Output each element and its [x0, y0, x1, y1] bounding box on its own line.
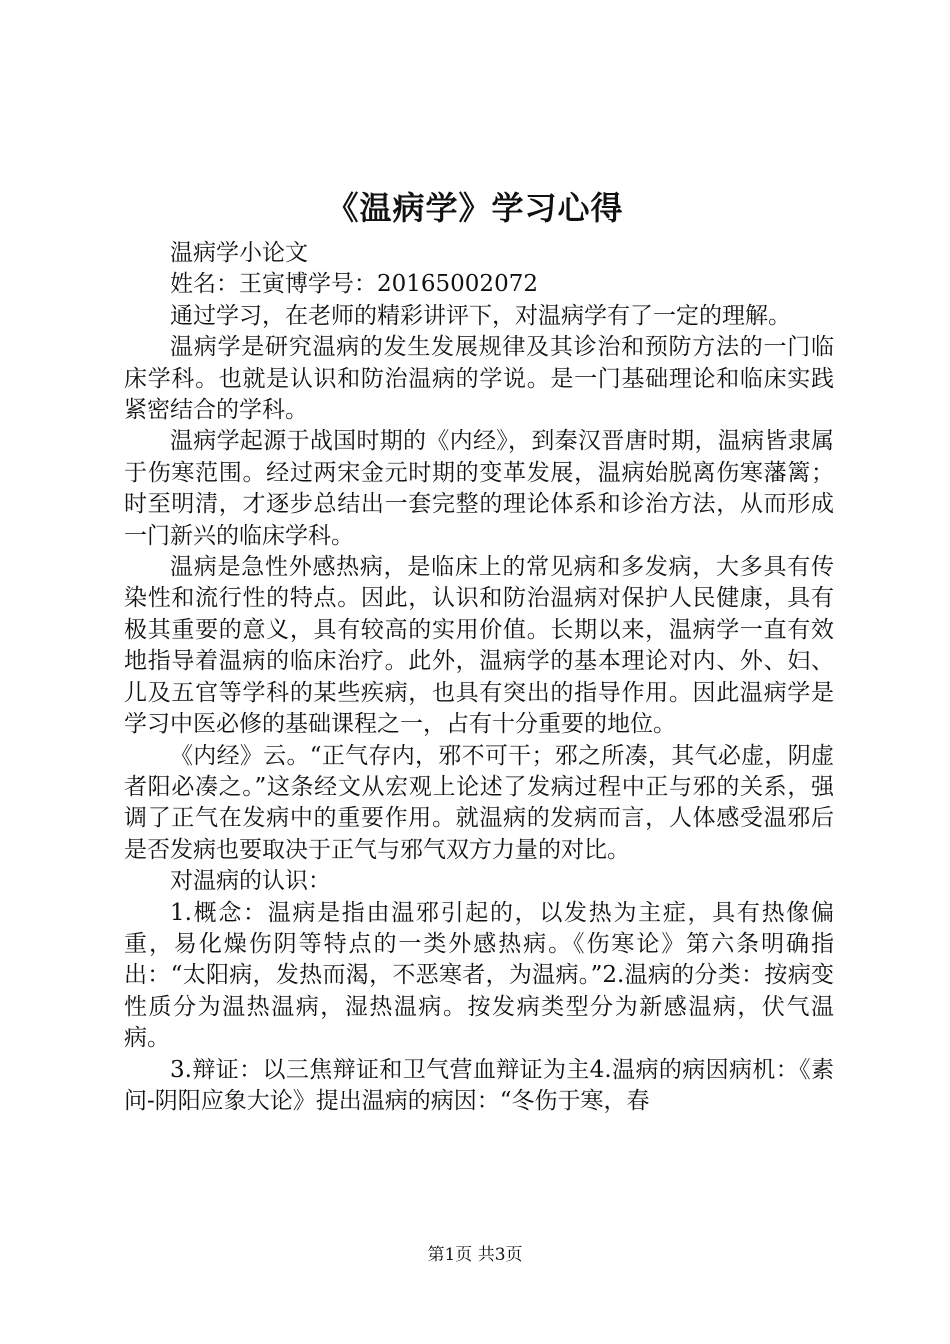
paragraph-neijing: 《内经》云。“正气存内，邪不可干；邪之所凑，其气必虚，阴虚者阳必凑之。”这条经文从宏观上论述了发病过程中正与邪的关系，强调了正气在发病中的重要作用。就温病的发病而言，人体感受温邪后是否发病也要取决于正气与邪气双方力量的对比。 [124, 742, 834, 863]
paragraph-author-info: 姓名：王寅博学号：20165002072 [170, 271, 538, 298]
paragraph-subtitle: 温病学小论文 [170, 240, 308, 266]
paragraph-definition: 温病学是研究温病的发生发展规律及其诊治和预防方法的一门临床学科。也就是认识和防治温病的学说。是一门基础理论和临床实践紧密结合的学科。 [124, 334, 834, 424]
paragraph-intro: 通过学习，在老师的精彩讲评下，对温病学有了一定的理解。 [170, 302, 791, 329]
paragraph-importance: 温病是急性外感热病，是临床上的常见病和多发病，大多具有传染性和流行性的特点。因此，认识和防治温病对保护人民健康，具有极其重要的意义，具有较高的实用价值。长期以来，温病学一直有效地指导着温病的临床治疗。此外，温病学的基本理论对内、外、妇、儿及五官等学科的某些疾病，也具有突出的指导作用。因此温病学是学习中医必修的基础课程之一，占有十分重要的地位。 [124, 554, 834, 738]
paragraph-concept: 1.概念：温病是指由温邪引起的，以发热为主症，具有热像偏重，易化燥伤阴等特点的一类外感热病。《伤寒论》第六条明确指出：“太阳病，发热而渴，不恶寒者，为温病。”2.温病的分类：按病变性质分为温热温病，湿热温病。按发病类型分为新感温病，伏气温病。 [124, 899, 834, 1052]
paragraph-understanding-heading: 对温病的认识： [170, 868, 331, 895]
document-title: 《温病学》学习心得 [326, 189, 624, 227]
page-number-footer: 第1页 共3页 [427, 1245, 523, 1265]
document-body [124, 238, 834, 1117]
paragraph-differentiation: 3.辩证：以三焦辩证和卫气营血辩证为主4.温病的病因病机：《素问-阴阳应象大论》提出温病的病因：“冬伤于寒，春 [124, 1056, 834, 1114]
paragraph-history: 温病学起源于战国时期的《内经》，到秦汉晋唐时期，温病皆隶属于伤寒范围。经过两宋金元时期的变革发展，温病始脱离伤寒藩篱；时至明清，才逐步总结出一套完整的理论体系和诊治方法，从而形成一门新兴的临床学科。 [124, 428, 834, 549]
